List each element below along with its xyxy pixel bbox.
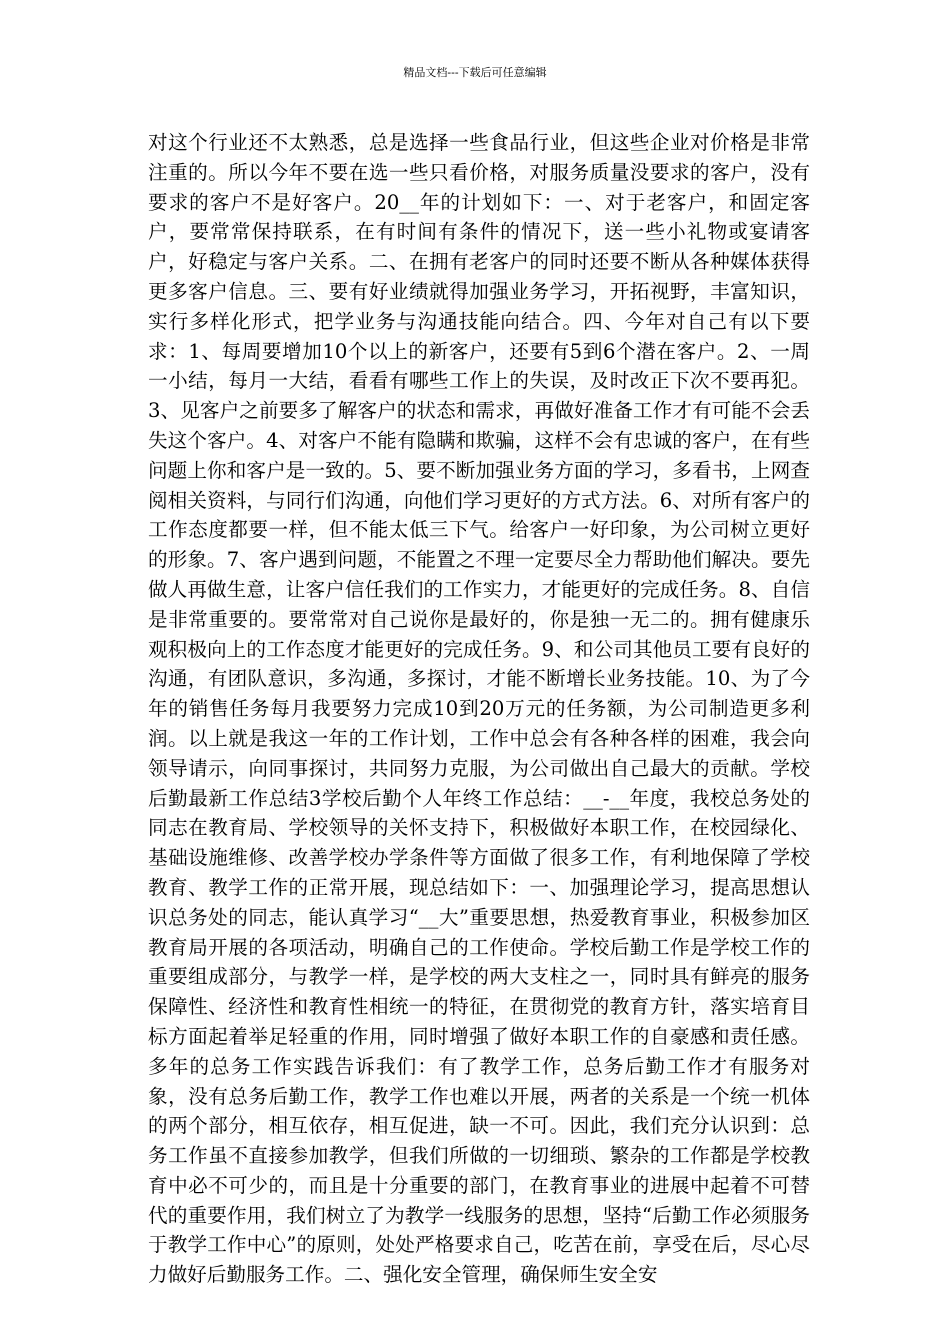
document-body: 对这个行业还不太熟悉，总是选择一些食品行业，但这些企业对价格是非常注重的。所以今年不要在选一些只看价格，对服务质量没要求的客户，没有要求的客户不是好客户。20__年的计划如下：一、对于老客户，和固定客户，要常常保持联系，在有时间有条件的情况下，送一些小礼物或宴请客户，好稳定与客户关系。二、在拥有老客户的同时还要不断从各种媒体获得更多客户信息。三、要有好业绩就得加强业务学习，开拓视野，丰富知识，实行多样化形式，把学业务与沟通技能向结合。四、今年对自己有以下要求：1、每周要增加10个以上的新客户，还要有5到6个潜在客户。2、一周一小结，每月一大结，看看有哪些工作上的失误，及时改正下次不要再犯。3、见客户之前要多了解客户的状态和需求，再做好准备工作才有可能不会丢失这个客户。4、对客户不能有隐瞒和欺骗，这样不会有忠诚的客户，在有些问题上你和客户是一致的。5、要不断加强业务方面的学习，多看书，上网查阅相关资料，与同行们沟通，向他们学习更好的方式方法。6、对所有客户的工作态度都要一样，但不能太低三下气。给客户一好印象，为公司树立更好的形象。7、客户遇到问题，不能置之不理一定要尽全力帮助他们解决。要先做人再做生意，让客户信任我们的工作实力，才能更好的完成任务。8、自信是非常重要的。要常常对自己说你是最好的，你是独一无二的。拥有健康乐观积极向上的工作态度才能更好的完成任务。9、和公司其他员工要有良好的沟通，有团队意识，多沟通，多探讨，才能不断增长业务技能。10、为了今年的销售任务每月我要努力完成10到20万元的任务额，为公司制造更多利润。以上就是我这一年的工作计划，工作中总会有各种各样的困难，我会向领导请示，向同事探讨，共同努力克服，为公司做出自己最大的贡献。学校后勤最新工作总结3学校后勤个人年终工作总结：__-__年度，我校总务处的同志在教育局、学校领导的关怀支持下，积极做好本职工作，在校园绿化、基础设施维修、改善学校办学条件等方面做了很多工作，有利地保障了学校教育、教学工作的正常开展，现总结如下：一、加强理论学习，提高思想认识总务处的同志，能认真学习“__大”重要思想，热爱教育事业，积极参加区教育局开展的各项活动，明确自己的工作使命。学校后勤工作是学校工作的重要组成部分，与教学一样，是学校的两大支柱之一，同时具有鲜亮的服务保障性、经济性和教育性相统一的特征，在贯彻党的教育方针，落实培育目标方面起着举足轻重的作用，同时增强了做好本职工作的自豪感和责任感。多年的总务工作实践告诉我们：有了教学工作，总务后勤工作才有服务对象，没有总务后勤工作，教学工作也难以开展，两者的关系是一个统一机体的两个部分，相互依存，相互促进，缺一不可。因此，我们充分认识到：总务工作虽不直接参加教学，但我们所做的一切细琐、繁杂的工作都是学校教育中必不可少的，而且是十分重要的部门，在教育事业的进展中起着不可替代的重要作用，我们树立了为教学一线服务的思想，坚持“后勤工作必须服务于教学工作中心”的原则，处处严格要求自己，吃苦在前，享受在后，尽心尽力做好后勤服务工作。二、强化安全管理，确保师生安全安 <box>148 131 810 1287</box>
page-header: 精品文档---下载后可任意编辑 <box>403 66 547 79</box>
